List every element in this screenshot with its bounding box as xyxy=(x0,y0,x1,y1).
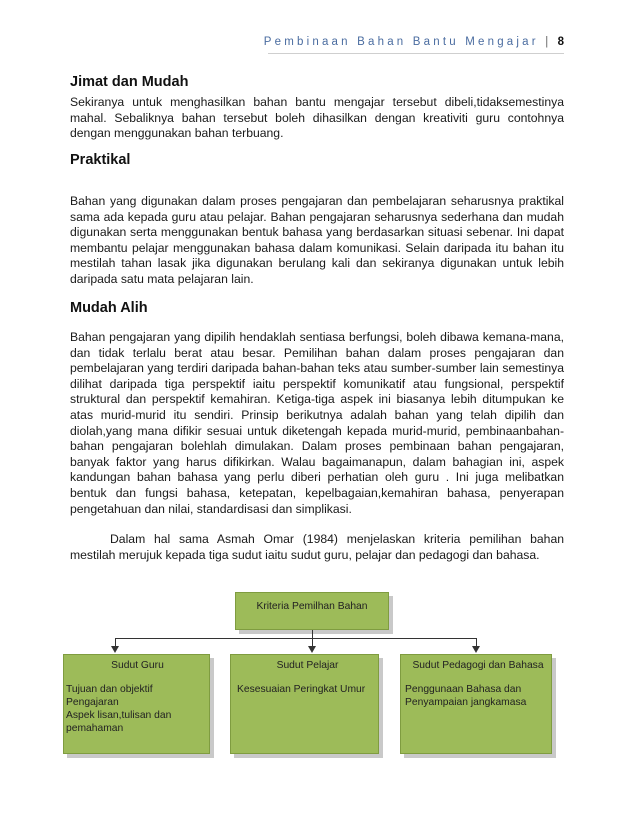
arrow-down-icon xyxy=(111,646,119,653)
header-divider xyxy=(268,53,564,54)
arrow-down-icon xyxy=(308,646,316,653)
arrow-down-icon xyxy=(472,646,480,653)
heading-mudah-alih: Mudah Alih xyxy=(70,300,148,316)
header-separator: | xyxy=(545,36,549,48)
header-title: Pembinaan Bahan Bantu Mengajar xyxy=(263,36,539,48)
box-line: Tujuan dan objektif xyxy=(66,684,153,695)
paragraph-asmah-omar: Dalam hal sama Asmah Omar (1984) menjelaskan kriteria pemilihan bahan mestilah merujuk kepada tiga sudut iaitu sudut guru, pelajar dan pedagogi dan bahasa. xyxy=(70,532,564,562)
box-line: Aspek lisan,tulisan dan xyxy=(66,710,172,721)
box-title: Sudut Guru xyxy=(111,660,164,671)
box-line: Penyampaian jangkamasa xyxy=(405,697,527,708)
diagram-root-box xyxy=(235,592,389,630)
heading-jimat-dan-mudah: Jimat dan Mudah xyxy=(70,74,189,90)
diagram-box-sudut-guru xyxy=(63,654,210,754)
diagram-root-label: Kriteria Pemilhan Bahan xyxy=(256,601,368,612)
paragraph-praktikal: Bahan yang digunakan dalam proses pengajaran dan pembelajaran seharusnya praktikal sama ada kepada guru atau pelajar. Bahan pengajaran seharusnya sederhana dan mudah digunakan serta menggunakan bentuk bahasa yang berdasarkan situasi sebenar. Ini dapat membantu pelajar menggunakan bahasa dalam komunikasi. Selain daripada itu bahan itu mestilah tahan lasak jika digunakan berulang kali dan sekiranya digunakan untuk lebih daripada satu mata pelajaran lain. xyxy=(70,194,564,286)
page-header xyxy=(70,36,564,48)
paragraph-jimat: Sekiranya untuk menghasilkan bahan bantu mengajar tersebut dibeli,tidaksemestinya mahal. Sebaliknya bahan tersebut boleh dihasilkan dengan kreativiti guru contohnya dengan menggunakan bahan terbuang. xyxy=(70,95,564,141)
box-line: Penggunaan Bahasa dan xyxy=(405,684,522,695)
box-title: Sudut Pelajar xyxy=(276,660,339,671)
page-number: 8 xyxy=(557,36,564,48)
heading-praktikal: Praktikal xyxy=(70,152,131,168)
diagram-box-sudut-pelajar xyxy=(230,654,379,754)
box-title: Sudut Pedagogi dan Bahasa xyxy=(412,660,544,671)
box-line: Kesesuaian Peringkat Umur xyxy=(237,684,366,695)
paragraph-mudah-alih: Bahan pengajaran yang dipilih hendaklah sentiasa berfungsi, boleh dibawa kemana-mana, dan tidak terlalu berat atau besar. Pemilihan bahan dalam proses pengajaran dan pembelajaran yang terdiri daripada bahan-bahan teks atau sumber-sumber lain semestinya dilihat daripada tiga perspektif iaitu perspektif komunikatif atau fungsional, perspektif struktural dan perspektif kemahiran. Ketiga-tiga aspek ini biasanya lebih ditumpukan ke atas murid-murid itu sendiri. Prinsip berikutnya adalah bahan yang telah dipilih dan diolah,yang mana difikir sesuai untuk diketengah kepada murid-murid, pembinaanbahan-bahan pengajaran bolehlah dimulakan. Dalam proses pembinaan bahan pengajaran, banyak faktor yang harus difikirkan. Walau bagaimanapun, dalam bahagian ini, aspek kandungan bahan bahasa yang perlu diberi perhatian oleh guru . Ini juga melibatkan bentuk dan fungsi bahasa, ketepatan, kepelbagaian,kemahiran bahasa, penyerapan pengetahuan dan nilai, standardisasi dan simplikasi. xyxy=(70,330,564,516)
diagram-box-sudut-pedagogi xyxy=(400,654,552,754)
connector-horizontal xyxy=(115,638,476,639)
box-line: pemahaman xyxy=(66,723,124,734)
box-line: Pengajaran xyxy=(66,697,119,708)
